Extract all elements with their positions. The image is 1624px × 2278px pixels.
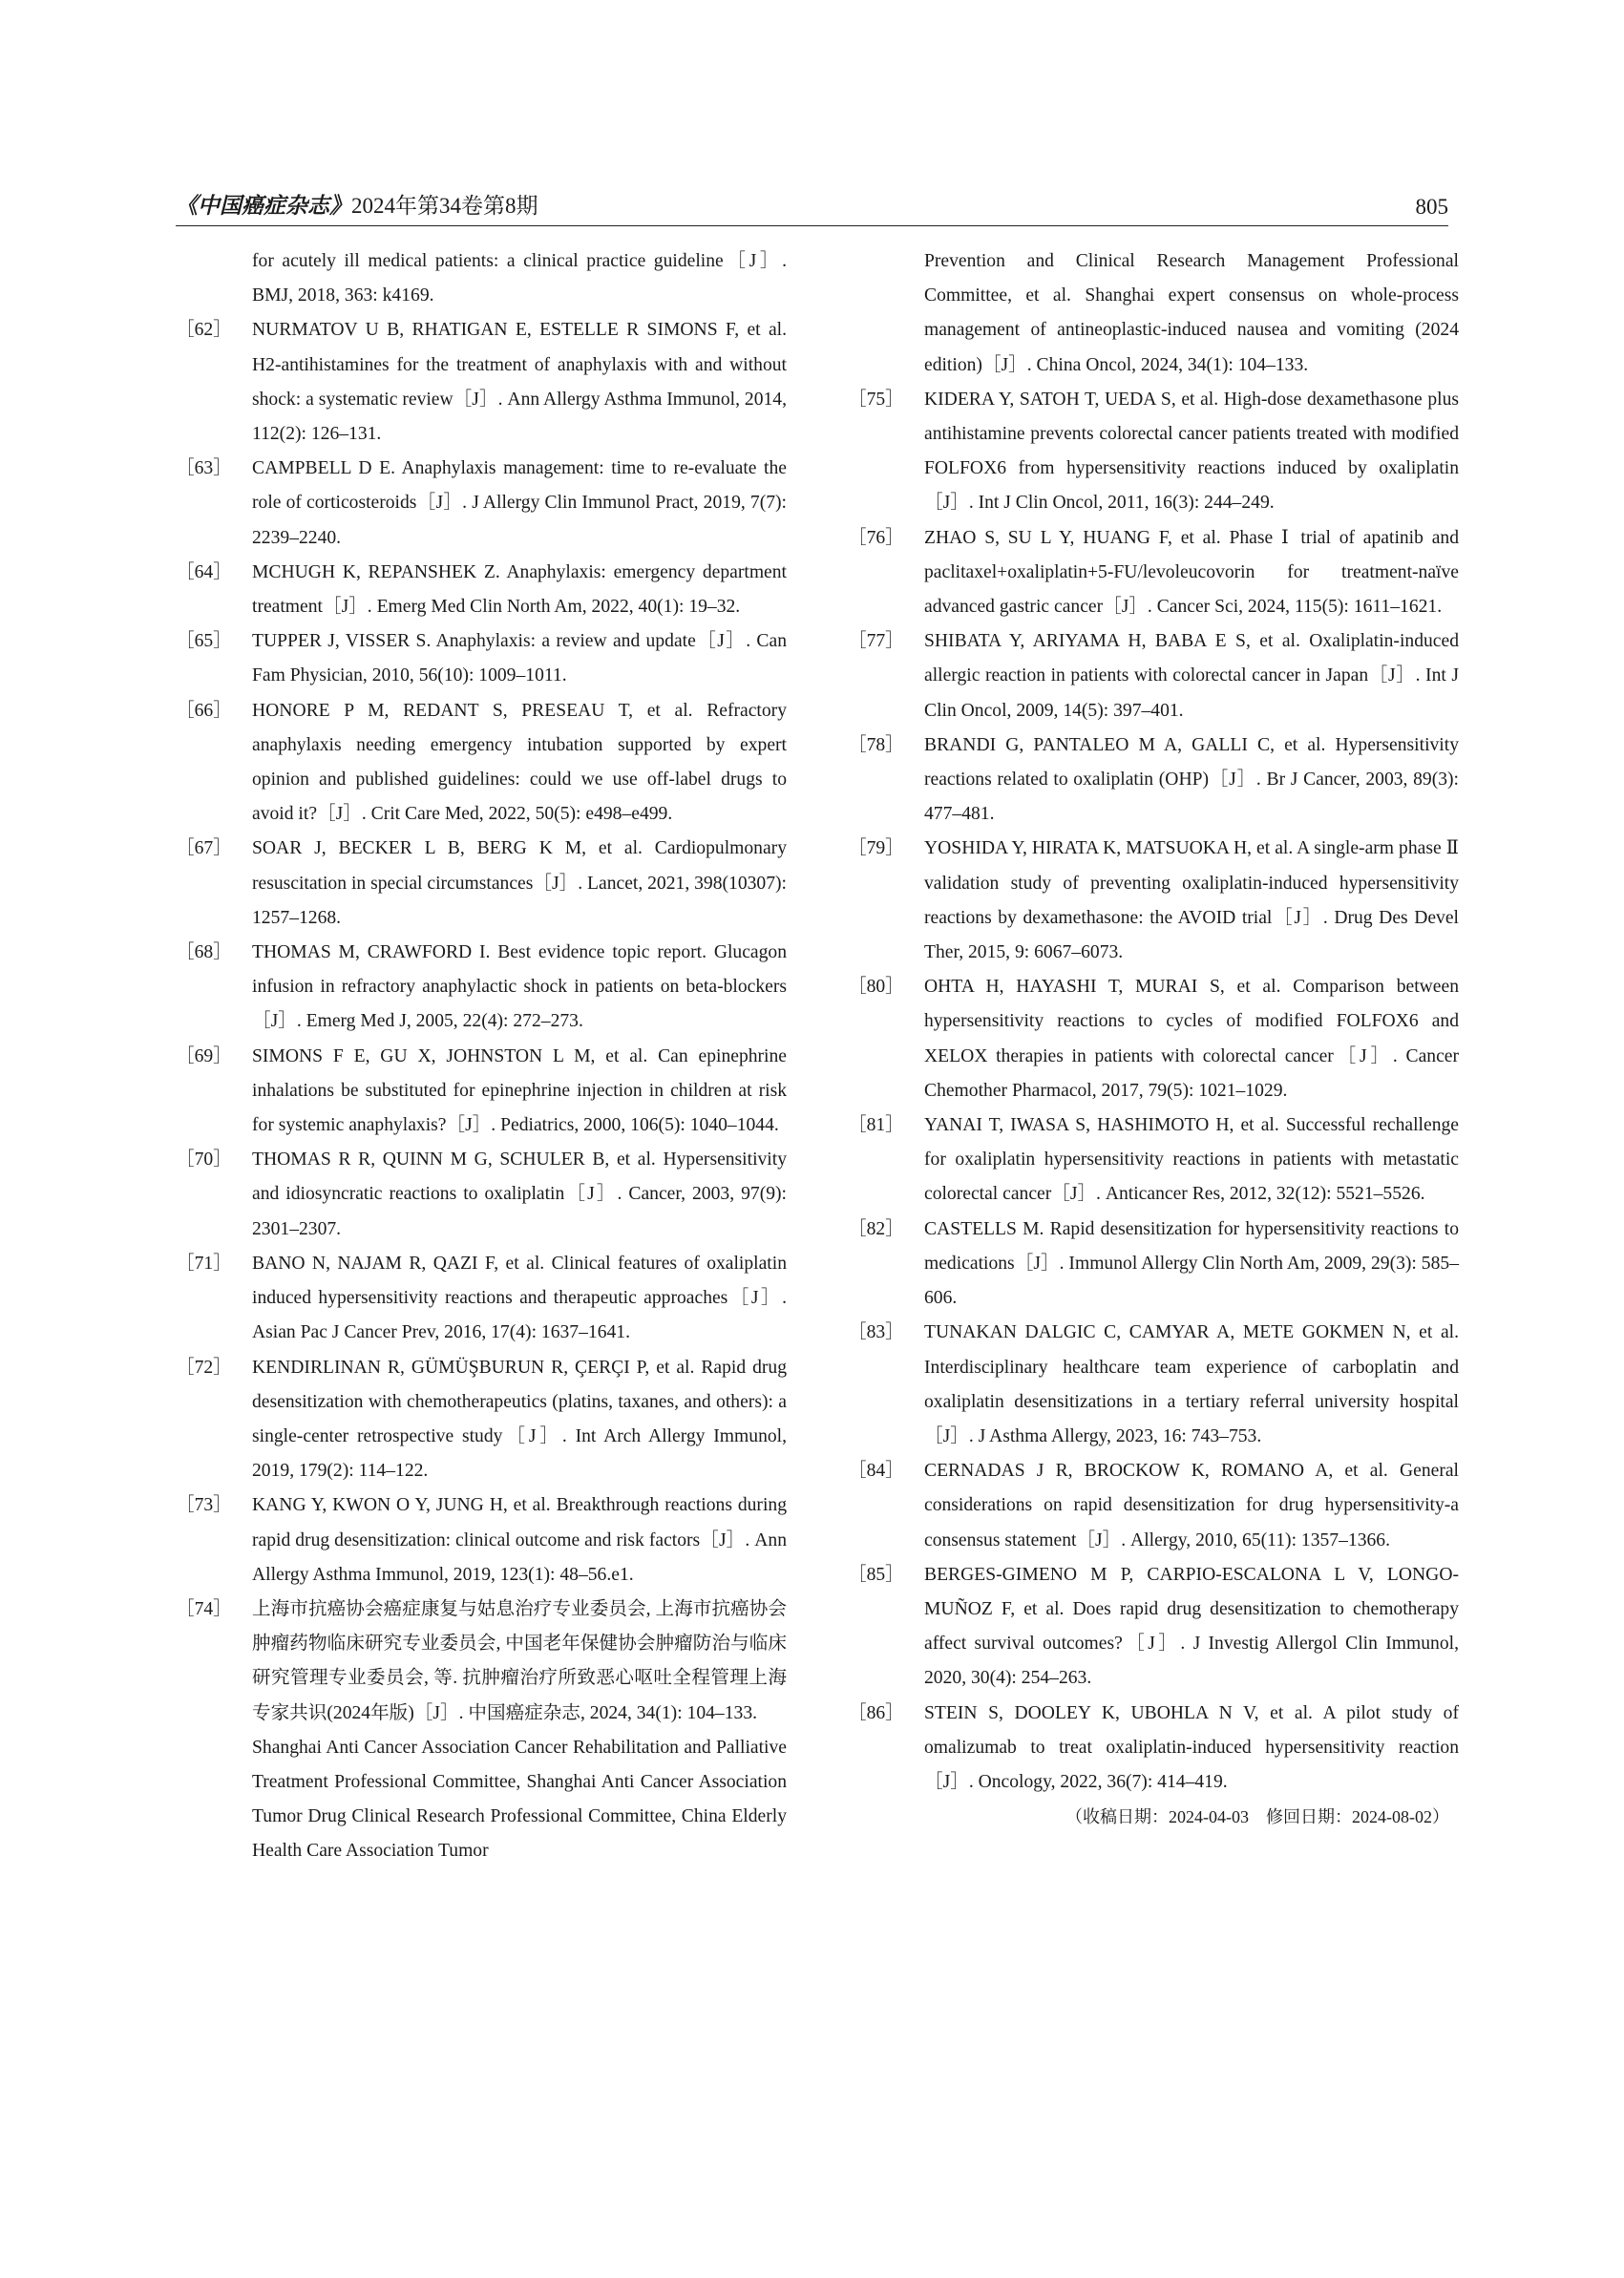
reference-entry [176, 1040, 787, 1144]
reference-entry [848, 970, 1459, 1108]
reference-text: ZHAO S, SU L Y, HUANG F, et al. Phase Ⅰ trial of apatinib and paclitaxel+oxaliplatin+5-FU/levoleucovorin for treatment-naïve advanced gastric cancer［J］. Cancer Sci, 2024, 115(5): 1611–1621. [924, 527, 1459, 618]
reference-text: KENDIRLINAN R, GÜMÜŞBURUN R, ÇERÇI P, et al. Rapid drug desensitization with chemotherapeutics (platins, taxanes, and others): a single-center retrospective study［J］. Int Arch Allergy Immunol, 2019, 179(2): 114–122. [252, 1357, 787, 1482]
reference-entry [848, 1316, 1459, 1454]
reference-number: ［70］ [176, 1150, 232, 1171]
reference-entry [176, 244, 787, 313]
journal-issue: 2024年第34卷第8期 [351, 194, 538, 218]
reference-text: BRANDI G, PANTALEO M A, GALLI C, et al. Hypersensitivity reactions related to oxaliplatin (OHP)［J］. Br J Cancer, 2003, 89(3): 477–481. [924, 734, 1459, 825]
reference-text: BANO N, NAJAM R, QAZI F, et al. Clinical features of oxaliplatin induced hypersensitivity reactions and therapeutic approaches［J］. Asian Pac J Cancer Prev, 2016, 17(4): 1637–1641. [252, 1253, 787, 1343]
reference-number: ［62］ [176, 320, 232, 341]
reference-entry [848, 1213, 1459, 1317]
reference-number: ［64］ [176, 561, 232, 582]
reference-number: ［75］ [848, 389, 904, 410]
reference-entry [176, 1143, 787, 1247]
reference-entry [176, 694, 787, 833]
reference-column-right [848, 244, 1459, 1834]
reference-entry [848, 728, 1459, 833]
reference-entry [848, 832, 1459, 970]
reference-number: ［71］ [176, 1253, 232, 1274]
reference-text: SOAR J, BECKER L B, BERG K M, et al. Cardiopulmonary resuscitation in special circumstances［J］. Lancet, 2021, 398(10307): 1257–1268. [252, 838, 787, 928]
reference-text: BERGES-GIMENO M P, CARPIO-ESCALONA L V, LONGO-MUÑOZ F, et al. Does rapid drug desensitization to chemotherapy affect survival outcomes?［J］. J Investig Allergol Clin Immunol, 2020, 30(4): 254–263. [924, 1564, 1459, 1689]
reference-entry [848, 1454, 1459, 1558]
reference-entry [176, 1247, 787, 1351]
reference-number: ［65］ [176, 631, 232, 652]
reference-text: Prevention and Clinical Research Management Professional Committee, et al. Shanghai expert consensus on whole-process management of antineoplastic-induced nausea and vomiting (2024 edition)［J］. China Oncol, 2024, 34(1): 104–133. [924, 251, 1459, 375]
reference-number: ［73］ [176, 1495, 232, 1516]
reference-english-translation: Shanghai Anti Cancer Association Cancer Rehabilitation and Palliative Treatment Professional Committee, Shanghai Anti Cancer Association Tumor Drug Clinical Research Professional Committee, China Elderly Health Care Association Tumor [252, 1737, 787, 1862]
reference-column-left [176, 244, 787, 1869]
reference-entry [848, 244, 1459, 383]
reference-number: ［80］ [848, 977, 904, 998]
reference-number: ［77］ [848, 631, 904, 652]
reference-number: ［79］ [848, 838, 904, 859]
reference-text: SHIBATA Y, ARIYAMA H, BABA E S, et al. Oxaliplatin-induced allergic reaction in patients with colorectal cancer in Japan［J］. Int J Clin Oncol, 2009, 14(5): 397–401. [924, 631, 1459, 721]
reference-number: ［86］ [848, 1702, 904, 1723]
reference-text: for acutely ill medical patients: a clinical practice guideline［J］. BMJ, 2018, 363: k4169. [252, 251, 787, 306]
reference-number: ［72］ [176, 1357, 232, 1378]
journal-name: 《中国癌症杂志》 [176, 194, 351, 218]
journal-title [176, 188, 538, 220]
reference-entry [848, 521, 1459, 625]
received-date-note: （收稿日期：2024-04-03 修回日期：2024-08-02） [1065, 1807, 1449, 1827]
reference-number: ［78］ [848, 734, 904, 755]
page-header [176, 191, 1448, 226]
reference-text: SIMONS F E, GU X, JOHNSTON L M, et al. Can epinephrine inhalations be substituted for epinephrine injection in children at risk for systemic anaphylaxis?［J］. Pediatrics, 2000, 106(5): 1040–1044. [252, 1045, 787, 1136]
reference-entry [848, 1558, 1459, 1697]
reference-text: STEIN S, DOOLEY K, UBOHLA N V, et al. A pilot study of omalizumab to treat oxaliplatin-induced hypersensitivity reaction［J］. Oncology, 2022, 36(7): 414–419. [924, 1702, 1459, 1792]
reference-entry [176, 452, 787, 556]
reference-text: YOSHIDA Y, HIRATA K, MATSUOKA H, et al. A single-arm phase Ⅱ validation study of preventing oxaliplatin-induced hypersensitivity reactions by dexamethasone: the AVOID trial［J］. Drug Des Devel Ther, 2015, 9: 6067–6073. [924, 838, 1459, 963]
reference-text: KANG Y, KWON O Y, JUNG H, et al. Breakthrough reactions during rapid drug desensitization: clinical outcome and risk factors［J］. Ann Allergy Asthma Immunol, 2019, 123(1): 48–56.e1. [252, 1495, 787, 1585]
reference-entry [848, 1697, 1459, 1801]
reference-entry [176, 832, 787, 936]
reference-number: ［74］ [176, 1598, 232, 1619]
reference-text: CAMPBELL D E. Anaphylaxis management: time to re-evaluate the role of corticosteroids［J］. J Allergy Clin Immunol Pract, 2019, 7(7): 2239–2240. [252, 458, 787, 548]
reference-number: ［83］ [848, 1322, 904, 1343]
reference-text: CERNADAS J R, BROCKOW K, ROMANO A, et al. General considerations on rapid desensitization for drug hypersensitivity-a consensus statement［J］. Allergy, 2010, 65(11): 1357–1366. [924, 1461, 1459, 1550]
reference-entry [176, 1351, 787, 1489]
reference-number: ［67］ [176, 838, 232, 859]
reference-entry [176, 624, 787, 693]
reference-entry [176, 1488, 787, 1592]
reference-text: MCHUGH K, REPANSHEK Z. Anaphylaxis: emergency department treatment［J］. Emerg Med Clin North Am, 2022, 40(1): 19–32. [252, 561, 787, 618]
reference-text: TUNAKAN DALGIC C, CAMYAR A, METE GOKMEN N, et al. Interdisciplinary healthcare team experience of carboplatin and oxaliplatin desensitizations in a tertiary referral university hospital［J］. J Asthma Allergy, 2023, 16: 743–753. [924, 1322, 1459, 1446]
reference-entry [848, 383, 1459, 521]
reference-text: NURMATOV U B, RHATIGAN E, ESTELLE R SIMONS F, et al. H2-antihistamines for the treatment of anaphylaxis with and without shock: a systematic review［J］. Ann Allergy Asthma Immunol, 2014, 112(2): 126–131. [252, 320, 787, 445]
reference-number: ［63］ [176, 458, 232, 479]
reference-number: ［69］ [176, 1045, 232, 1066]
reference-text: THOMAS M, CRAWFORD I. Best evidence topic report. Glucagon infusion in refractory anaphylactic shock in patients on beta-blockers［J］. Emerg Med J, 2005, 22(4): 272–273. [252, 942, 787, 1032]
reference-entry [176, 1592, 787, 1869]
reference-number: ［81］ [848, 1115, 904, 1136]
reference-text: TUPPER J, VISSER S. Anaphylaxis: a review and update［J］. Can Fam Physician, 2010, 56(10): 1009–1011. [252, 631, 787, 686]
reference-text: HONORE P M, REDANT S, PRESEAU T, et al. Refractory anaphylaxis needing emergency intubation supported by expert opinion and published guidelines: could we use off-label drugs to avoid it?［J］. Crit Care Med, 2022, 50(5): e498–e499. [252, 700, 787, 825]
reference-number: ［68］ [176, 942, 232, 963]
reference-text: THOMAS R R, QUINN M G, SCHULER B, et al. Hypersensitivity and idiosyncratic reactions to oxaliplatin［J］. Cancer, 2003, 97(9): 2301–2307. [252, 1150, 787, 1239]
reference-entry [176, 936, 787, 1040]
reference-entry [176, 556, 787, 624]
reference-number: ［82］ [848, 1218, 904, 1239]
reference-text: YANAI T, IWASA S, HASHIMOTO H, et al. Successful rechallenge for oxaliplatin hypersensitivity reactions in patients with metastatic colorectal cancer［J］. Anticancer Res, 2012, 32(12): 5521–5526. [924, 1115, 1459, 1205]
reference-text: KIDERA Y, SATOH T, UEDA S, et al. High-dose dexamethasone plus antihistamine prevents colorectal cancer patients treated with modified FOLFOX6 from hypersensitivity reactions induced by oxaliplatin［J］. Int J Clin Oncol, 2011, 16(3): 244–249. [924, 389, 1459, 514]
reference-entry [848, 1108, 1459, 1213]
reference-entry [176, 313, 787, 452]
reference-text: CASTELLS M. Rapid desensitization for hypersensitivity reactions to medications［J］. Immunol Allergy Clin North Am, 2009, 29(3): 585–606. [924, 1218, 1459, 1309]
reference-entry [848, 624, 1459, 728]
page-number: 805 [1415, 195, 1448, 219]
reference-number: ［84］ [848, 1461, 904, 1482]
reference-number: ［85］ [848, 1564, 904, 1585]
reference-text: OHTA H, HAYASHI T, MURAI S, et al. Comparison between hypersensitivity reactions to cycles of modified FOLFOX6 and XELOX therapies in patients with colorectal cancer［J］. Cancer Chemother Pharmacol, 2017, 79(5): 1021–1029. [924, 977, 1459, 1101]
reference-text: 上海市抗癌协会癌症康复与姑息治疗专业委员会, 上海市抗癌协会肿瘤药物临床研究专业委员会, 中国老年保健协会肿瘤防治与临床研究管理专业委员会, 等. 抗肿瘤治疗所致恶心呕吐全程管理上海专家共识(2024年版)［J］. 中国癌症杂志, 2024, 34(1): 104–133. [252, 1598, 787, 1723]
reference-number: ［66］ [176, 700, 232, 721]
reference-number: ［76］ [848, 527, 904, 548]
